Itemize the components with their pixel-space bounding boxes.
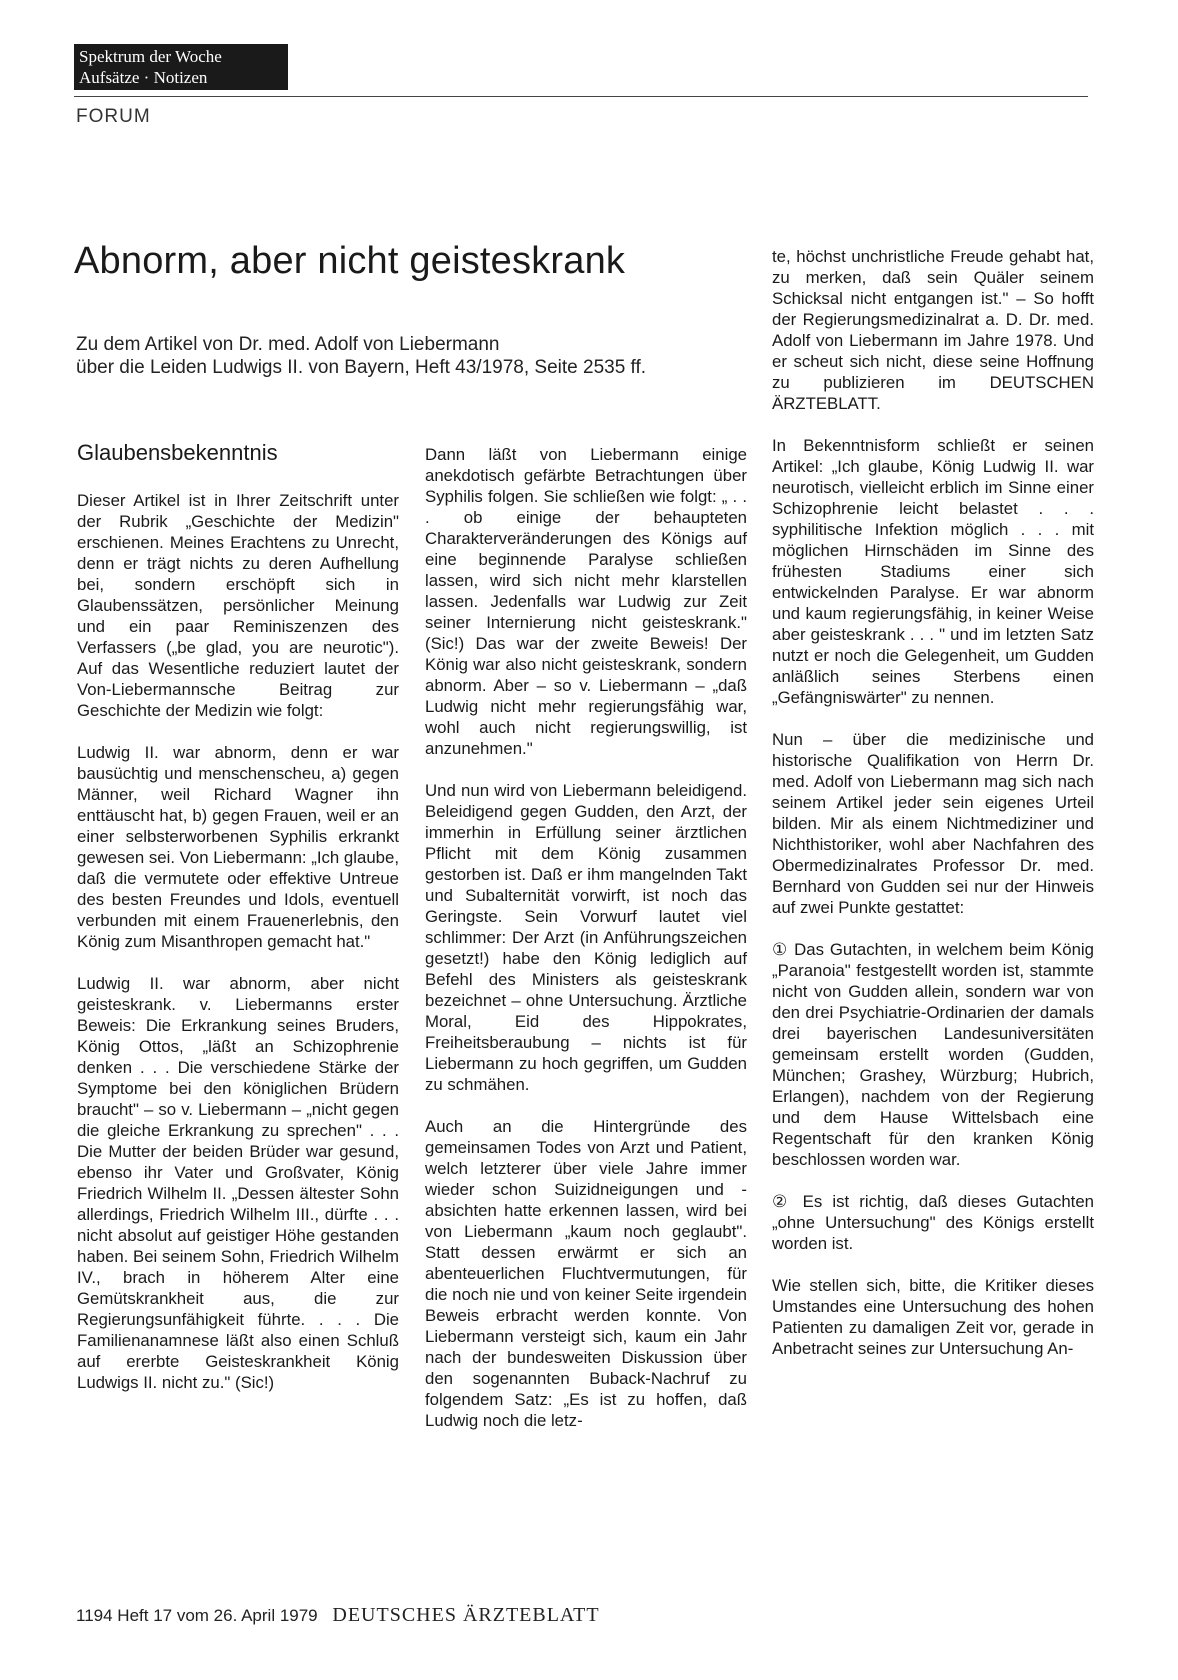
magazine-name: DEUTSCHES ÄRZTEBLATT: [332, 1604, 600, 1626]
paragraph: Auch an die Hintergründe des gemeinsamen Todes von Arzt und Patient, welch letzterer über viele Jahre immer wieder schon Suizidneigungen und -absichten hatte erkennen lassen, wird bei von Liebermann „kaum noch geglaubt". Statt dessen erwärmt er sich an abenteuerlichen Fluchtvermutungen, für die noch nie und von keiner Seite irgendein Beweis erbracht werden konnte. Von Liebermann versteigt sich, kaum ein Jahr nach der bundesweiten Diskussion über den sogenannten Buback-Nachruf zu folgendem Satz: „Es ist zu hoffen, daß Ludwig noch die letz-: [425, 1117, 747, 1430]
section-heading: Glaubensbekenntnis: [77, 440, 278, 465]
article-title: Abnorm, aber nicht geisteskrank: [74, 240, 626, 282]
paragraph: Dieser Artikel ist in Ihrer Zeitschrift unter der Rubrik „Geschichte der Medizin" erschienen. Meines Erachtens zu Unrecht, denn er trägt nichts zu deren Aufhellung bei, sondern erschöpft sich in Glaubenssätzen, persönlicher Meinung und ein paar Reminiszenzen des Verfassers („be glad, you are neurotic"). Auf das Wesentliche reduziert lautet der Von-Liebermannsche Beitrag zur Geschichte der Medizin wie folgt:: [77, 491, 399, 720]
paragraph: Dann läßt von Liebermann einige anekdotisch gefärbte Betrachtungen über Syphilis folgen. Sie schließen wie folgt: „ . . . ob einige der behaupteten Charakterveränderungen des Königs auf eine beginnende Paralyse schließen lassen, wird sich nicht mehr klarstellen lassen. Jedenfalls war Ludwig zur Zeit seiner Internierung nicht geisteskrank." (Sic!) Das war der zweite Beweis! Der König war also nicht geisteskrank, sondern abnorm. Aber – so v. Liebermann – „daß Ludwig nicht mehr regierungsfähig war, wohl auch nicht regierungswillig, ist anzunehmen.": [425, 445, 747, 758]
issue-info: Heft 17 vom 26. April 1979: [117, 1606, 318, 1625]
paragraph: Ludwig II. war abnorm, aber nicht geisteskrank. v. Liebermanns erster Beweis: Die Erkrankung seines Bruders, König Ottos, „läßt an Schizophrenie denken . . . Die verschiedene Stärke der Symptome bei den königlichen Brüdern braucht" – so v. Liebermann – „nicht gegen die gleiche Erkrankung zu sprechen" . . . Die Mutter der beiden Brüder war gesund, ebenso ihr Vater und Großvater, König Friedrich Wilhelm II. „Dessen ältester Sohn allerdings, Friedrich Wilhelm III., dürfte . . . nicht absolut auf geistiger Höhe gestanden haben. Bei seinem Sohn, Friedrich Wilhelm IV., brach in höherem Alter eine Gemütskrankheit aus, die zur Regierungsunfähigkeit führte. . . . Die Familienanamnese läßt also einen Schluß auf ererbte Geisteskrankheit König Ludwigs II. nicht zu." (Sic!): [77, 974, 399, 1392]
article-subtitle: [76, 333, 736, 379]
subtitle-line-2: über die Leiden Ludwigs II. von Bayern, Heft 43/1978, Seite 2535 ff.: [76, 357, 647, 378]
header-rule: [74, 96, 1088, 97]
page-number: 1194: [76, 1606, 113, 1625]
page-footer: [76, 1604, 600, 1627]
section-label: FORUM: [76, 106, 151, 127]
column-3: [772, 246, 1094, 1380]
subtitle-line-1: Zu dem Artikel von Dr. med. Adolf von Liebermann: [76, 334, 500, 355]
paragraph: Und nun wird von Liebermann beleidigend. Beleidigend gegen Gudden, den Arzt, der immerhin in Erfüllung seiner ärztlichen Pflicht mit dem König zusammen gestorben ist. Daß er ihm mangelnden Takt und Subalternität vorwirft, ist noch das Geringste. Sein Vorwurf lautet viel schlimmer: Der Arzt (in Anführungszeichen gesetzt!) habe den König lediglich auf Befehl des Ministers als geisteskrank bezeichnet – ohne Untersuchung. Ärztliche Moral, Eid des Hippokrates, Freiheitsberaubung – nichts ist für Liebermann zu hoch gegriffen, um Gudden zu schmähen.: [425, 781, 747, 1094]
header-box: [74, 44, 288, 90]
column-2: [425, 444, 747, 1452]
header-line-2: Aufsätze · Notizen: [79, 68, 208, 87]
paragraph: ① Das Gutachten, in welchem beim König „Paranoia" festgestellt worden ist, stammte nicht von Gudden allein, sondern war von den drei Psychiatrie-Ordinarien der damals drei bayerischen Landesuniversitäten gemeinsam erstellt worden (Gudden, München; Grashey, Würzburg; Hubrich, Erlangen), nachdem von der Regierung und dem Hause Wittelsbach eine Regentschaft für den kranken König beschlossen worden war.: [772, 940, 1094, 1169]
paragraph: In Bekenntnisform schließt er seinen Artikel: „Ich glaube, König Ludwig II. war neurotisch, vielleicht erblich im Sinne einer Schizophrenie leicht belastet . . . syphilitische Infektion möglich . . . mit möglichen Hirnschäden im Sinne des frühesten Stadiums einer sich entwickelnden Paralyse. Er war abnorm und kaum regierungsfähig, in keiner Weise aber geisteskrank . . . " und im letzten Satz nutzt er noch die Gelegenheit, um Gudden anläßlich seines Sterbens einen „Gefängniswärter" zu nennen.: [772, 436, 1094, 707]
paragraph: te, höchst unchristliche Freude gehabt hat, zu merken, daß sein Quäler seinem Schicksal nicht entgangen ist." – So hofft der Regierungsmedizinalrat a. D. Dr. med. Adolf von Liebermann im Jahre 1978. Und er scheut sich nicht, diese seine Hoffnung zu publizieren im DEUTSCHEN ÄRZTEBLATT.: [772, 247, 1094, 413]
paragraph: ② Es ist richtig, daß dieses Gutachten „ohne Untersuchung" des Königs erstellt worden ist.: [772, 1192, 1094, 1253]
paragraph: Ludwig II. war abnorm, denn er war bausüchtig und menschenscheu, a) gegen Männer, weil Richard Wagner ihn enttäuscht hat, b) gegen Frauen, weil er an einer selbsterworbenen Syphilis erkrankt gewesen sei. Von Liebermann: „Ich glaube, daß die vermutete oder effektive Untreue des besten Freundes und Idols, eventuell verbunden mit einem Frauenerlebnis, den König zum Misanthropen gemacht hat.": [77, 743, 399, 951]
column-1: [77, 440, 399, 1414]
paragraph: Wie stellen sich, bitte, die Kritiker dieses Umstandes eine Untersuchung des hohen Patienten zu damaligen Zeit vor, gerade in Anbetracht seines zur Untersuchung An-: [772, 1276, 1094, 1358]
paragraph: Nun – über die medizinische und historische Qualifikation von Herrn Dr. med. Adolf von Liebermann mag sich nach seinem Artikel jeder sein eigenes Urteil bilden. Mir als einem Nichtmediziner und Nichthistoriker, wohl aber Nachfahren des Obermedizinalrates Professor Dr. med. Bernhard von Gudden sei nur der Hinweis auf zwei Punkte gestattet:: [772, 730, 1094, 917]
header-line-1: Spektrum der Woche: [79, 47, 222, 66]
